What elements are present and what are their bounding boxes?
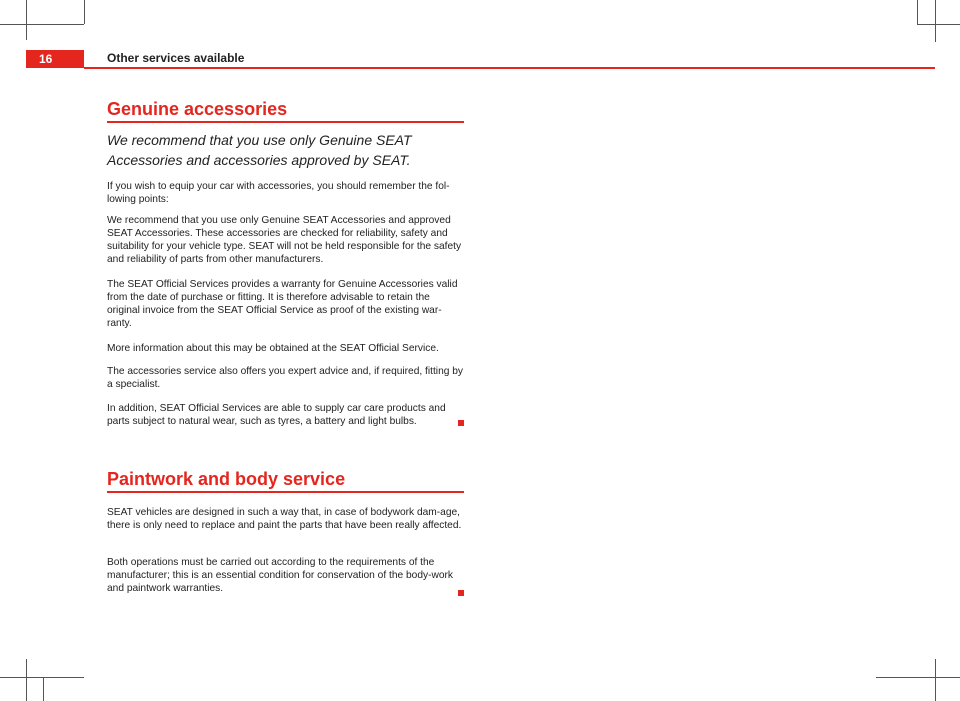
header-rule (84, 67, 935, 69)
section-intro: We recommend that you use only Genuine SEAT Accessories and accessories approved by SEAT. (107, 132, 412, 168)
section-rule (107, 491, 464, 493)
crop-mark (84, 0, 85, 24)
paragraph: SEAT vehicles are designed in such a way that, in case of bodywork dam-age, there is only need to replace and paint the parts that have been really affected. (107, 507, 462, 531)
paragraph: More information about this may be obtained at the SEAT Official Service. (107, 343, 439, 354)
page-number: 16 (26, 50, 84, 68)
crop-mark (876, 677, 960, 678)
paragraph: If you wish to equip your car with accessories, you should remember the fol-lowing points: (107, 181, 450, 205)
crop-mark (26, 0, 27, 40)
section-title-paintwork-body-service: Paintwork and body service (107, 469, 346, 489)
crop-mark (935, 659, 936, 701)
running-header-title: Other services available (107, 51, 245, 65)
crop-mark (917, 24, 960, 25)
section-rule (107, 121, 464, 123)
paragraph: The SEAT Official Services provides a warranty for Genuine Accessories valid from the date of purchase or fitting. It is therefore advisable to retain the original invoice from the SEAT Official Service as proof of the existing war-ranty. (107, 279, 458, 329)
crop-mark (0, 24, 84, 25)
paragraph: Both operations must be carried out according to the requirements of the manufacturer; this is an essential condition for conservation of the body-work and paintwork warranties. (107, 557, 453, 594)
crop-mark (26, 659, 27, 701)
section-end-mark (458, 420, 464, 426)
crop-mark (0, 677, 84, 678)
crop-mark (43, 677, 44, 701)
paragraph: We recommend that you use only Genuine SEAT Accessories and approved SEAT Accessories. These accessories are checked for reliability, safety and suitability for your vehicle type. SEAT will not be held responsible for the safety and reliability of parts from other manufacturers. (107, 215, 462, 265)
crop-mark (935, 0, 936, 42)
paragraph: In addition, SEAT Official Services are able to supply car care products and parts subject to natural wear, such as tyres, a battery and light bulbs. (107, 403, 446, 427)
section-end-mark (458, 590, 464, 596)
paragraph: The accessories service also offers you expert advice and, if required, fitting by a specialist. (107, 366, 463, 390)
section-title-genuine-accessories: Genuine accessories (107, 99, 288, 119)
crop-mark (917, 0, 918, 24)
